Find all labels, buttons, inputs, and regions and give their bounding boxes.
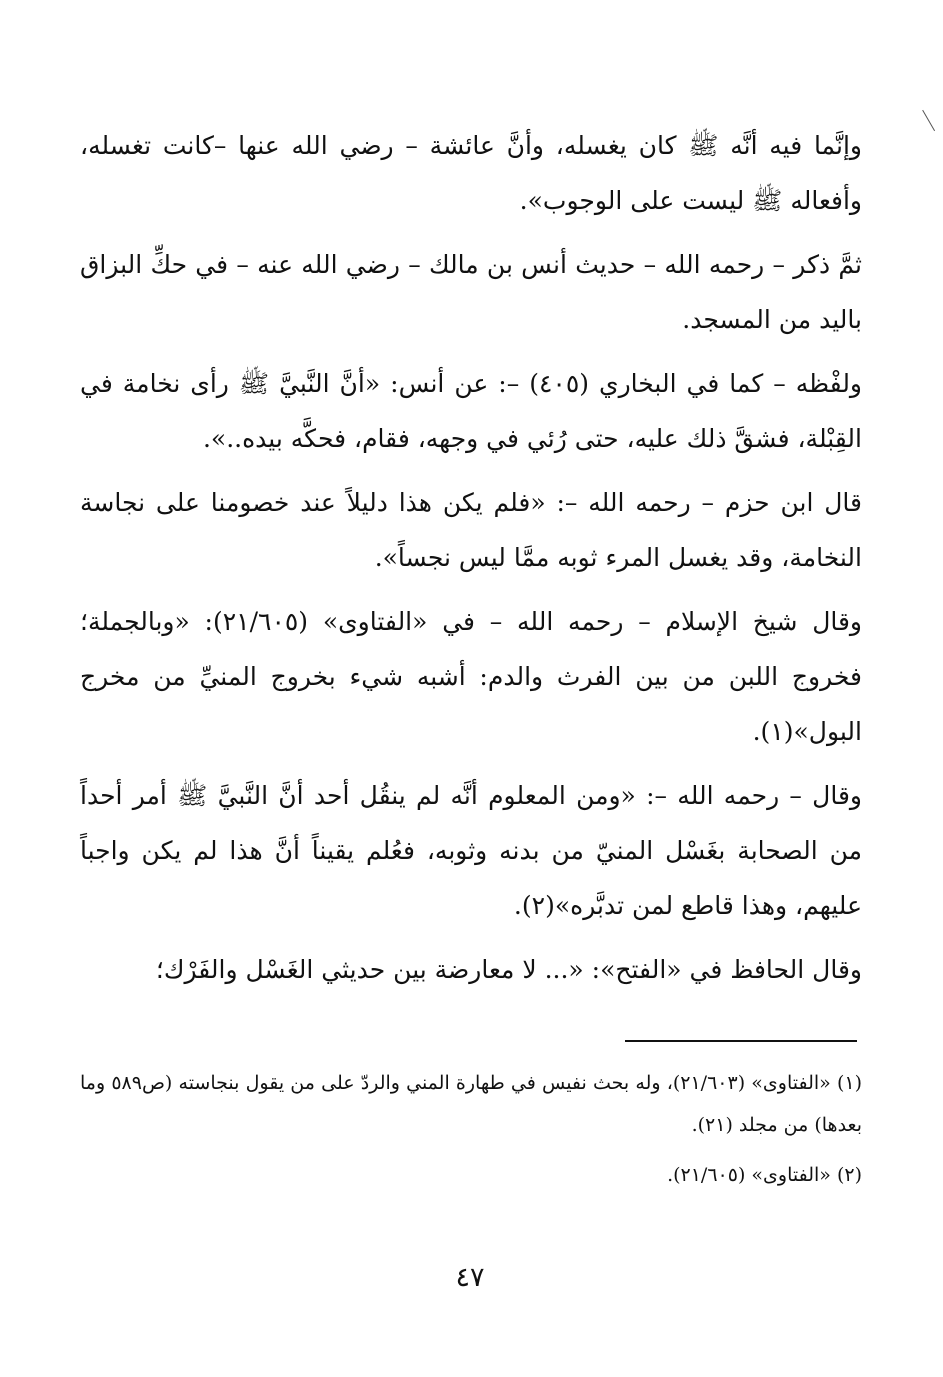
- footnotes: [80, 1062, 862, 1204]
- paragraph: وإنَّما فيه أنَّه ﷺ كان يغسله، وأنَّ عائشة – رضي الله عنها –كانت تغسله، وأفعاله ﷺ ليست على الوجوب».: [80, 131, 862, 215]
- paragraph: ثمَّ ذكر – رحمه الله – حديث أنس بن مالك – رضي الله عنه – في حكِّ البزاق باليد من المسجد.: [80, 250, 862, 334]
- paragraph: وقال شيخ الإسلام – رحمه الله – في «الفتاوى» (٢١/٦٠٥): «وبالجملة؛ فخروج اللبن من بين الفرث والدم: أشبه شيء بخروج المنيِّ من مخرج البول»(١).: [80, 607, 862, 746]
- paragraph: ولفْظه – كما في البخاري (٤٠٥) –: عن أنس: «أنَّ النَّبيَّ ﷺ رأى نخامة في القِبْلة، فشقَّ ذلك عليه، حتى رُئي في وجهه، فقام، فحكَّه بيده..».: [80, 369, 863, 453]
- page-number: ٤٧: [455, 1262, 485, 1293]
- footnote: (٢) «الفتاوى» (٢١/٦٠٥).: [667, 1164, 862, 1186]
- paragraph: وقال – رحمه الله –: «ومن المعلوم أنَّه لم ينقُل أحد أنَّ النَّبيَّ ﷺ أمر أحداً من الصحابة بغَسْل المنيّ من بدنه وثوبه، فعُلم يقيناً أنَّ هذا لم يكن واجباً عليهم، وهذا قاطع لمن تدبَّره»(٢).: [80, 781, 862, 920]
- scan-corner-mark: [922, 109, 937, 131]
- footnote-divider: [625, 1040, 857, 1042]
- paragraph: قال ابن حزم – رحمه الله –: «فلم يكن هذا دليلاً عند خصومنا على نجاسة النخامة، وقد يغسل المرء ثوبه ممَّا ليس نجساً».: [80, 488, 862, 572]
- footnote: (١) «الفتاوى» (٢١/٦٠٣)، وله بحث نفيس في طهارة المني والردّ على من يقول بنجاسته (ص٥٨٩ وما بعدها) من مجلد (٢١).: [80, 1072, 863, 1136]
- main-text: [80, 118, 862, 1006]
- paragraph: وقال الحافظ في «الفتح»: «... لا معارضة بين حديثي الغَسْل والفَرْك؛: [155, 955, 862, 984]
